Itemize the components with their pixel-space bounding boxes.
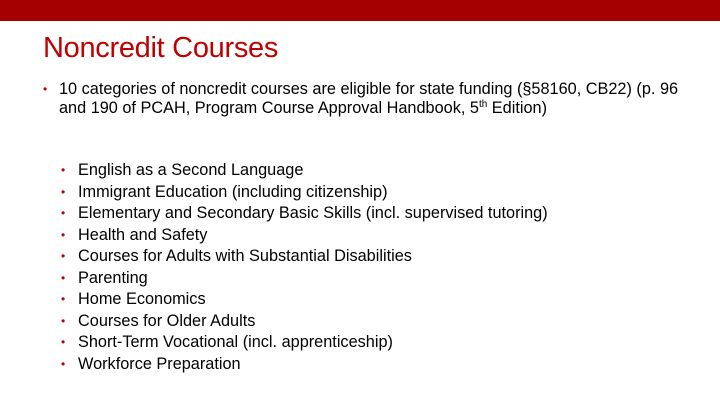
list-item bbox=[61, 182, 548, 204]
main-bullet-superscript: th bbox=[478, 99, 488, 110]
bullet-dot-icon: • bbox=[61, 313, 66, 328]
list-item-label: Immigrant Education (including citizenship) bbox=[78, 182, 388, 201]
bullet-dot-icon: • bbox=[61, 356, 66, 371]
list-item bbox=[61, 268, 548, 290]
list-item-label: Workforce Preparation bbox=[78, 354, 241, 373]
list-item-label: Elementary and Secondary Basic Skills (incl. supervised tutoring) bbox=[78, 204, 548, 222]
top-accent-bar bbox=[0, 0, 720, 21]
list-item bbox=[61, 160, 548, 182]
bullet-dot-icon: • bbox=[61, 249, 66, 263]
slide-title: Noncredit Courses bbox=[43, 32, 279, 64]
list-item-label: Courses for Older Adults bbox=[78, 311, 256, 330]
main-bullet-text-body: 10 categories of noncredit courses are eligible for state funding (§58160, CB22) (p. 96 and 190 of PCAH, Program Course Approval Handbook, 5 bbox=[59, 80, 679, 117]
list-item bbox=[61, 246, 548, 268]
list-item bbox=[61, 332, 548, 354]
list-item bbox=[61, 354, 548, 376]
bullet-dot-icon: • bbox=[61, 184, 66, 199]
bullet-dot-icon: • bbox=[61, 292, 66, 306]
list-item-label: English as a Second Language bbox=[78, 161, 304, 179]
list-item-label: Courses for Adults with Substantial Disabilities bbox=[78, 247, 412, 265]
list-item-label: Home Economics bbox=[78, 290, 206, 308]
category-list bbox=[61, 160, 548, 375]
main-bullet-text bbox=[43, 80, 703, 118]
list-item-label: Health and Safety bbox=[78, 225, 208, 244]
list-item bbox=[61, 311, 548, 333]
bullet-dot-icon: • bbox=[43, 82, 48, 96]
list-item-label: Parenting bbox=[78, 268, 148, 287]
list-item-label: Short-Term Vocational (incl. apprenticeship) bbox=[78, 333, 393, 351]
main-bullet-text-tail: Edition) bbox=[487, 99, 548, 117]
bullet-dot-icon: • bbox=[61, 270, 66, 285]
list-item bbox=[61, 289, 548, 311]
bullet-dot-icon: • bbox=[61, 163, 66, 177]
main-bullet bbox=[43, 80, 703, 118]
bullet-dot-icon: • bbox=[61, 335, 66, 349]
bullet-dot-icon: • bbox=[61, 227, 66, 242]
bullet-dot-icon: • bbox=[61, 206, 66, 220]
list-item bbox=[61, 203, 548, 225]
list-item bbox=[61, 225, 548, 247]
